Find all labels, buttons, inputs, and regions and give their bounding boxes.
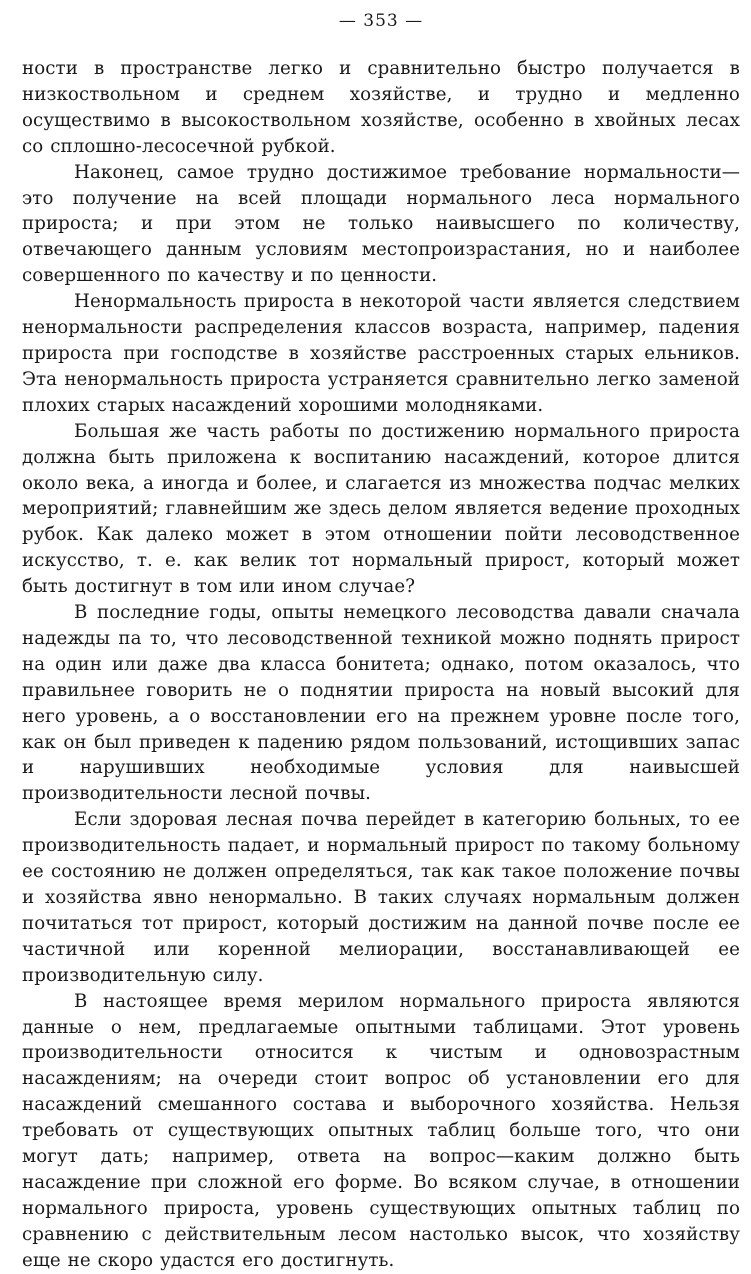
- paragraph: Наконец, самое трудно достижимое требование нормальности— это получение на всей площади нормального леса нормального прироста; и при этом не только наивысшего по количеству, отвечающего данным условиям местопроизрастания, но и наиболее совершенного по качеству и по ценности.: [22, 161, 740, 287]
- paragraph: Ненормальность прироста в некоторой части является следствием ненормальности распределения классов возраста, например, падения прироста при господстве в хозяйстве расстроенных старых ельников. Эта ненормальность прироста устраняется сравнительно легко заменой плохих старых насаждений хорошими молодняками.: [22, 291, 740, 416]
- paragraph: Если здоровая лесная почва перейдет в категорию больных, то ее производительность падает, и нормальный прирост по такому больному ее состоянию не должен определяться, так как такое положение почвы и хозяйства явно ненормально. В таких случаях нормальным должен почитаться тот прирост, который достижим на данной почве после ее частичной или коренной мелиорации, восстанавливающей ее производительную силу.: [22, 809, 740, 986]
- paragraph: В последние годы, опыты немецкого лесоводства давали сначала надежды па то, что лесоводственной техникой можно поднять прирост на один или даже два класса бонитета; однако, потом оказалось, что правильнее говорить не о поднятии прироста на новый высокий для него уровень, а о восстановлении его на прежнем уровне после того, как он был приведен к падению рядом пользований, истощивших запас и нарушивших необходимые условия для наивысшей производительности лесной почвы.: [22, 602, 740, 805]
- paragraph: Большая же часть работы по достижению нормального прироста должна быть приложена к воспитанию насаждений, которое длится около века, а иногда и более, и слагается из множества подчас мелких мероприятий; главнейшим же здесь делом является ведение проходных рубок. Как далеко может в этом отношении пойти лесоводственное искусство, т. е. как велик тот нормальный прирост, который может быть достигнут в том или ином случае?: [22, 420, 740, 598]
- book-page: [22, 10, 740, 1274]
- paragraph-continuation: ности в пространстве легко и сравнительно быстро получается в низкоствольном и среднем хозяйстве, и трудно и медленно осуществимо в высокоствольном хозяйстве, особенно в хвойных лесах со сплошно-лесосечной рубкой.: [22, 58, 740, 157]
- paragraph: В настоящее время мерилом нормального прироста являются данные о нем, предлагаемые опытными таблицами. Этот уровень производительности относится к чистым и одновозрастным насаждениям; на очереди стоит вопрос об установлении его для насаждений смешанного состава и выборочного хозяйства. Нельзя требовать от существующих опытных таблиц больше того, что они могут дать; например, ответа на вопрос—каким должно быть насаждение при сложной его форме. Во всяком случае, в отношении нормального прироста, уровень существующих опытных таблиц по сравнению с действительным лесом настолько высок, что хозяйству еще не скоро удастся его достигнуть.: [22, 990, 740, 1271]
- page-number: — 353 —: [338, 11, 424, 31]
